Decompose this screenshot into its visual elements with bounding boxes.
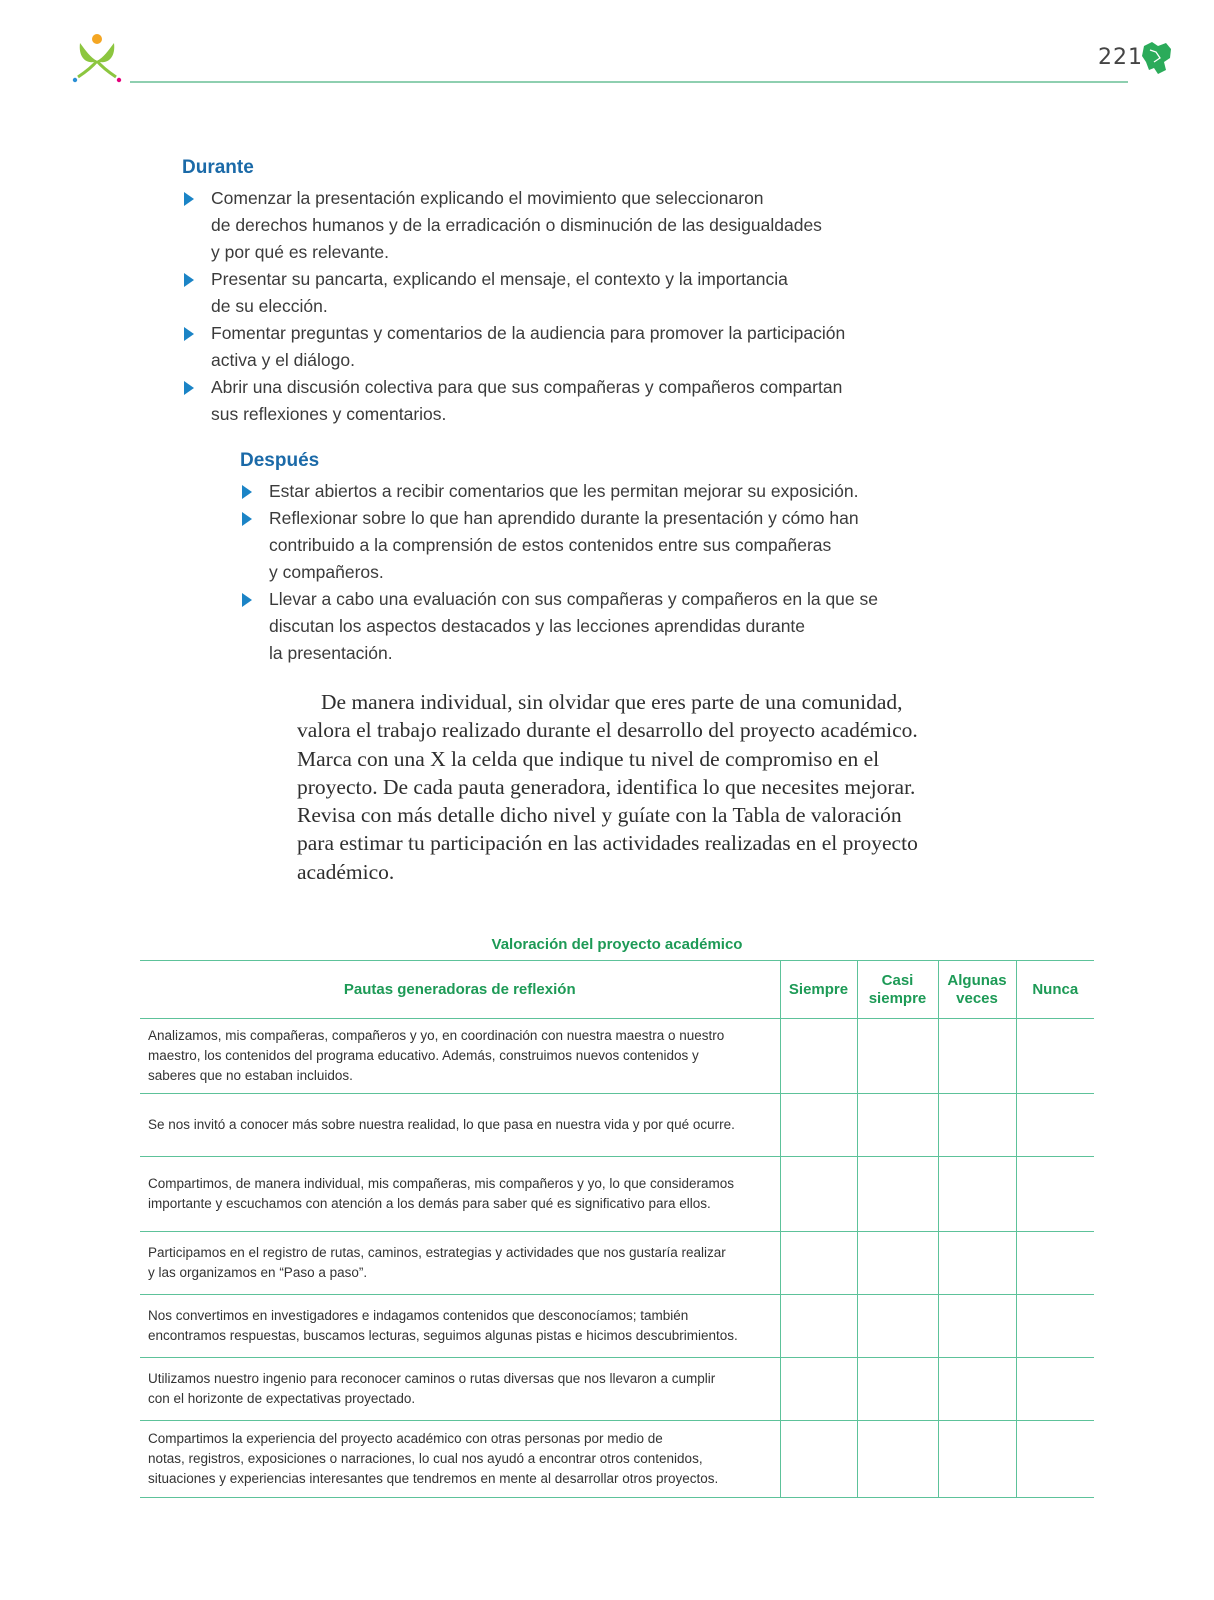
cell-algunas-veces[interactable] xyxy=(938,1232,1016,1295)
cell-algunas-veces[interactable] xyxy=(938,1295,1016,1358)
pauta-cell: Participamos en el registro de rutas, caminos, estrategias y actividades que nos gustaría realizar y las organizamos en “Paso a paso”. xyxy=(140,1232,780,1295)
cell-nunca[interactable] xyxy=(1016,1094,1094,1157)
section-durante xyxy=(182,157,882,428)
cell-casi-siempre[interactable] xyxy=(857,1358,938,1421)
cell-siempre[interactable] xyxy=(780,1094,857,1157)
cell-nunca[interactable] xyxy=(1016,1421,1094,1498)
table-row xyxy=(140,1295,1094,1358)
cell-casi-siempre[interactable] xyxy=(857,1094,938,1157)
pauta-cell: Utilizamos nuestro ingenio para reconocer caminos o rutas diversas que nos llevaron a cumplir con el horizonte de expectativas proyectado. xyxy=(140,1358,780,1421)
table-row xyxy=(140,1157,1094,1232)
bullet-triangle-icon xyxy=(184,381,194,395)
list-item: Comenzar la presentación explicando el movimiento que seleccionaron de derechos humanos y de la erradicación o disminución de las desigualdades y por qué es relevante. xyxy=(182,185,882,266)
header-siempre: Siempre xyxy=(780,961,857,1019)
cell-casi-siempre[interactable] xyxy=(857,1232,938,1295)
bullet-triangle-icon xyxy=(184,273,194,287)
table-title: Valoración del proyecto académico xyxy=(491,936,743,953)
bullet-triangle-icon xyxy=(184,327,194,341)
heading-despues: Después xyxy=(240,450,320,471)
table-row xyxy=(140,1358,1094,1421)
header-rule xyxy=(130,81,1128,83)
table-row xyxy=(140,1232,1094,1295)
instruction-paragraph: De manera individual, sin olvidar que eres parte de una comunidad, valora el trabajo realizado durante el desarrollo del proyecto académico. Marca con una X la celda que indique tu nivel de compromiso en el proyecto. De cada pauta generadora, identifica lo que necesites mejorar. Revisa con más detalle dicho nivel y guíate con la Tabla de valoración para estimar tu participación en las actividades realizadas en el proyecto académico. xyxy=(297,690,918,884)
header-nunca: Nunca xyxy=(1016,961,1094,1019)
list-item: Estar abiertos a recibir comentarios que les permitan mejorar su exposición. xyxy=(240,478,890,505)
cell-algunas-veces[interactable] xyxy=(938,1358,1016,1421)
header-pautas: Pautas generadoras de reflexión xyxy=(140,961,780,1019)
cell-casi-siempre[interactable] xyxy=(857,1421,938,1498)
list-item: Abrir una discusión colectiva para que sus compañeras y compañeros compartan sus reflexiones y comentarios. xyxy=(182,374,882,428)
despues-list xyxy=(240,478,890,667)
cell-algunas-veces[interactable] xyxy=(938,1157,1016,1232)
table-header-row xyxy=(140,961,1094,1019)
cell-nunca[interactable] xyxy=(1016,1157,1094,1232)
bullet-triangle-icon xyxy=(242,593,252,607)
cell-casi-siempre[interactable] xyxy=(857,1295,938,1358)
cell-siempre[interactable] xyxy=(780,1358,857,1421)
bullet-triangle-icon xyxy=(242,512,252,526)
cell-casi-siempre[interactable] xyxy=(857,1157,938,1232)
header-algunas-veces: Algunas veces xyxy=(938,961,1016,1019)
table-row xyxy=(140,1019,1094,1094)
cell-algunas-veces[interactable] xyxy=(938,1421,1016,1498)
cell-siempre[interactable] xyxy=(780,1019,857,1094)
map-region-icon xyxy=(1140,40,1174,76)
list-item: Llevar a cabo una evaluación con sus compañeras y compañeros en la que se discutan los aspectos destacados y las lecciones aprendidas durante la presentación. xyxy=(240,586,890,667)
pauta-cell: Analizamos, mis compañeras, compañeros y yo, en coordinación con nuestra maestra o nuestro maestro, los contenidos del programa educativo. Además, construimos nuevos contenidos y saberes que no estaban incluidos. xyxy=(140,1019,780,1094)
cell-nunca[interactable] xyxy=(1016,1019,1094,1094)
pauta-cell: Nos convertimos en investigadores e indagamos contenidos que desconocíamos; también encontramos respuestas, buscamos lecturas, seguimos algunas pistas e hicimos descubrimientos. xyxy=(140,1295,780,1358)
table-row xyxy=(140,1094,1094,1157)
cell-algunas-veces[interactable] xyxy=(938,1094,1016,1157)
heading-durante: Durante xyxy=(182,157,254,178)
list-item: Reflexionar sobre lo que han aprendido durante la presentación y cómo han contribuido a la comprensión de estos contenidos entre sus compañeras y compañeros. xyxy=(240,505,890,586)
valoracion-table xyxy=(140,960,1094,1498)
pauta-cell: Se nos invitó a conocer más sobre nuestra realidad, lo que pasa en nuestra vida y por qué ocurre. xyxy=(140,1094,780,1157)
cell-siempre[interactable] xyxy=(780,1157,857,1232)
cell-algunas-veces[interactable] xyxy=(938,1019,1016,1094)
bullet-triangle-icon xyxy=(184,192,194,206)
section-despues xyxy=(240,450,890,667)
list-item: Presentar su pancarta, explicando el mensaje, el contexto y la importancia de su elección. xyxy=(182,266,882,320)
cell-siempre[interactable] xyxy=(780,1295,857,1358)
table-row xyxy=(140,1421,1094,1498)
cell-casi-siempre[interactable] xyxy=(857,1019,938,1094)
pauta-cell: Compartimos la experiencia del proyecto académico con otras personas por medio de notas, registros, exposiciones o narraciones, lo cual nos ayudó a encontrar otros contenidos, situaciones y experiencias interesantes que tendremos en mente al desarrollar otros proyectos. xyxy=(140,1421,780,1498)
cell-nunca[interactable] xyxy=(1016,1295,1094,1358)
logo-icon xyxy=(72,33,124,85)
cell-nunca[interactable] xyxy=(1016,1232,1094,1295)
cell-nunca[interactable] xyxy=(1016,1358,1094,1421)
header-casi-siempre: Casi siempre xyxy=(857,961,938,1019)
durante-list xyxy=(182,185,882,428)
pauta-cell: Compartimos, de manera individual, mis compañeras, mis compañeros y yo, lo que consideramos importante y escuchamos con atención a los demás para saber qué es significativo para ellos. xyxy=(140,1157,780,1232)
page-number: 221 xyxy=(1098,45,1143,70)
bullet-triangle-icon xyxy=(242,485,252,499)
cell-siempre[interactable] xyxy=(780,1232,857,1295)
list-item: Fomentar preguntas y comentarios de la audiencia para promover la participación activa y el diálogo. xyxy=(182,320,882,374)
cell-siempre[interactable] xyxy=(780,1421,857,1498)
